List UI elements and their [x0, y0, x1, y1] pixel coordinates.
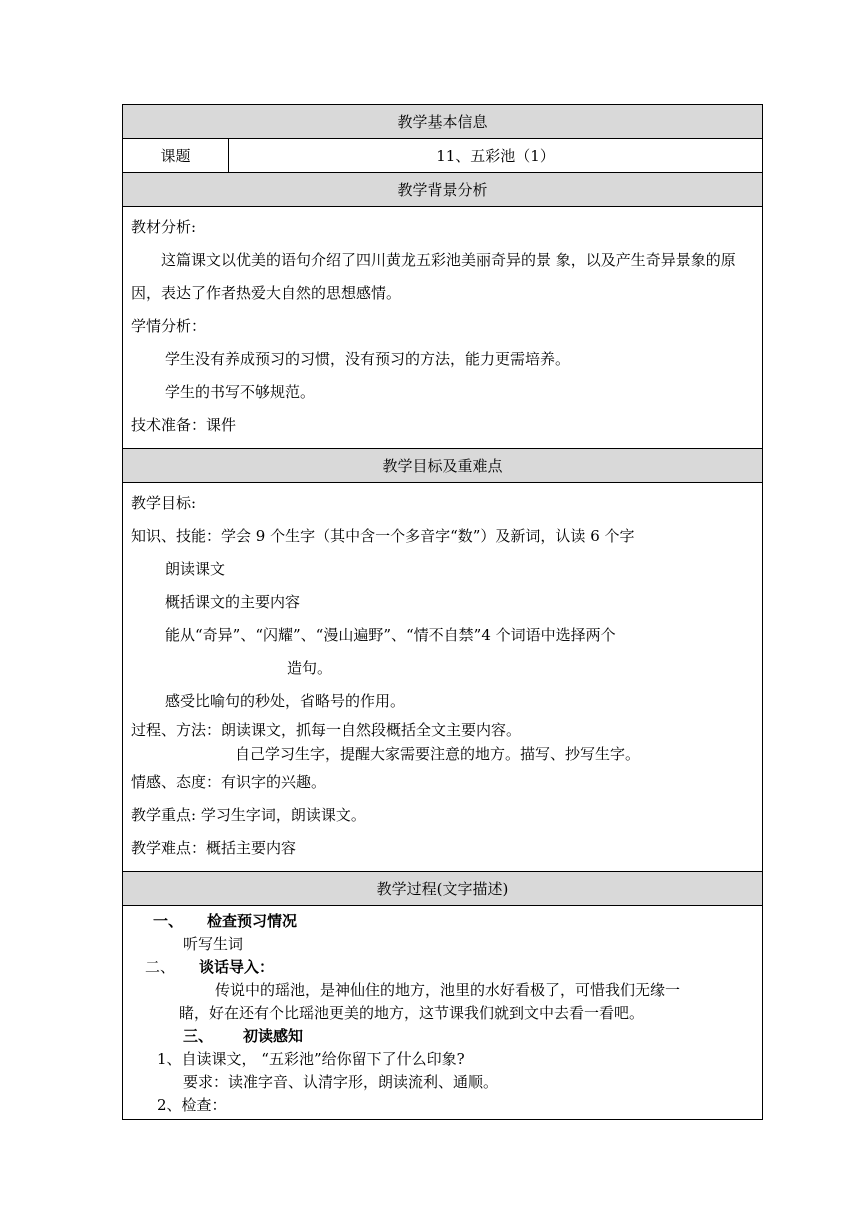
topic-value: 11、五彩池（1） [229, 139, 763, 173]
step-3-requirement: 要求：读准字音、认清字形，朗读流利、通顺。 [183, 1073, 499, 1091]
step-2-text-2: 睹，好在还有个比瑶池更美的地方，这节课我们就到文中去看一看吧。 [179, 1004, 645, 1022]
tech-prep: 技术准备：课件 [131, 416, 237, 434]
goals-label: 教学目标: [131, 494, 197, 512]
basic-info-header: 教学基本信息 [123, 105, 763, 139]
students-label: 学情分析： [131, 317, 207, 335]
process-header: 教学过程(文字描述) [123, 872, 763, 906]
topic-label: 课题 [123, 139, 229, 173]
goals-header: 教学目标及重难点 [123, 449, 763, 483]
lesson-plan-page [122, 104, 762, 1120]
students-line-1: 学生没有养成预习的习惯，没有预习的方法，能力更需培养。 [165, 350, 571, 368]
step-1-number: 一、 [153, 912, 184, 930]
step-2-heading [131, 956, 754, 979]
step-1-heading [131, 910, 754, 933]
background-header: 教学背景分析 [123, 173, 763, 207]
step-3-item-1: 1、自读课文， “五彩池”给你留下了什么印象? [157, 1050, 465, 1068]
background-section [123, 207, 763, 449]
lesson-plan-table [122, 104, 763, 1120]
students-line-2: 学生的书写不够规范。 [165, 383, 316, 401]
material-label: 教材分析: [131, 218, 197, 236]
step-1-item: 听写生词 [183, 935, 244, 953]
knowledge-item-3: 能从“奇异”、“闪耀”、“漫山遍野”、“情不自禁”4 个词语中选择两个 [165, 626, 616, 644]
process-goal-1: 过程、方法：朗读课文，抓每一自然段概括全文主要内容。 [131, 721, 522, 739]
goals-section [123, 483, 763, 872]
knowledge-goal: 知识、技能：学会 9 个生字（其中含一个多音字“数”）及新词，认读 6 个字 [131, 527, 635, 545]
emotion-goal: 情感、态度：有识字的兴趣。 [131, 773, 327, 791]
step-2-title: 谈话导入： [199, 958, 275, 976]
knowledge-item-4: 感受比喻句的秒处，省略号的作用。 [165, 692, 406, 710]
step-3-number: 三、 [183, 1027, 214, 1045]
material-text: 这篇课文以优美的语句介绍了四川黄龙五彩池美丽奇异的景 象，以及产生奇异景象的原因，表达了作者热爱大自然的思想感情。 [131, 251, 736, 302]
step-3-item-2: 2、检查： [157, 1096, 227, 1114]
process-section [123, 906, 763, 1120]
step-2-text-1: 传说中的瑶池，是神仙住的地方，池里的水好看极了，可惜我们无缘一 [215, 981, 681, 999]
step-1-title: 检查预习情况 [207, 912, 298, 930]
knowledge-item-1: 朗读课文 [165, 560, 226, 578]
process-goal-2: 自己学习生字，提醒大家需要注意的地方。描写、抄写生字。 [235, 745, 641, 763]
step-3-heading [131, 1025, 754, 1048]
key-point: 教学重点: 学习生字词，朗读课文。 [131, 806, 366, 824]
knowledge-item-3-cont: 造句。 [287, 659, 333, 677]
knowledge-item-2: 概括课文的主要内容 [165, 593, 301, 611]
step-2-number: 二、 [145, 958, 176, 976]
difficult-point: 教学难点：概括主要内容 [131, 839, 297, 857]
step-3-title: 初读感知 [243, 1027, 304, 1045]
